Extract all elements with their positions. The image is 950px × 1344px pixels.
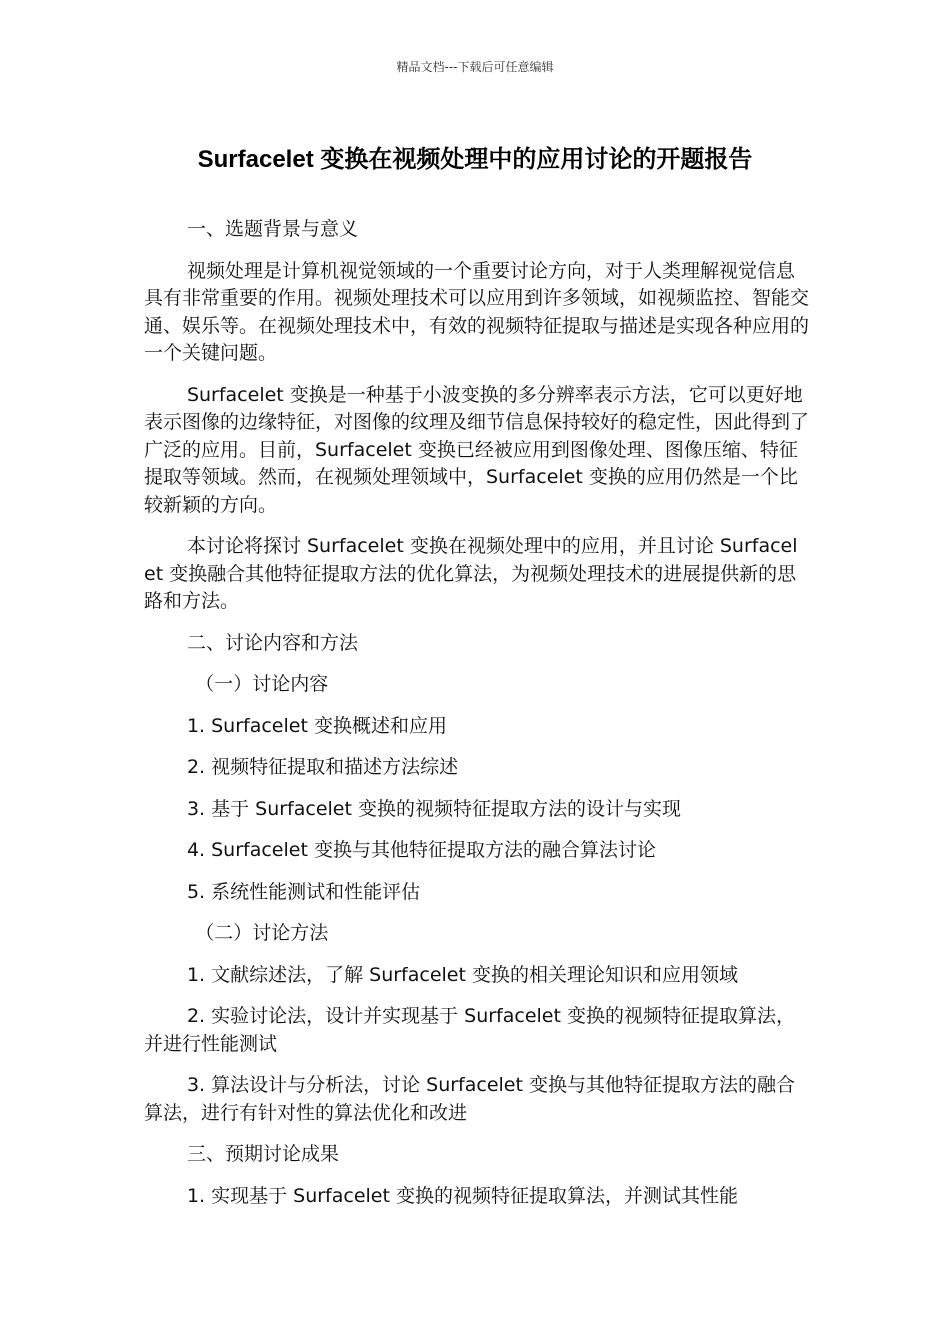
- list-item: 4. Surfacelet 变换与其他特征提取方法的融合算法讨论: [186, 839, 656, 861]
- document-title: Surfacelet 变换在视频处理中的应用讨论的开题报告: [197, 146, 753, 173]
- list-item: 5. 系统性能测试和性能评估: [186, 880, 421, 903]
- list-item: 1. 实现基于 Surfacelet 变换的视频特征提取算法，并测试其性能: [186, 1184, 738, 1207]
- paragraph: 本讨论将探讨 Surfacelet 变换在视频处理中的应用，并且讨论 Surfacelet 变换融合其他特征提取方法的优化算法，为视频处理技术的进展提供新的思路和方法。: [144, 535, 798, 612]
- section-heading-background: 一、选题背景与意义: [186, 218, 358, 240]
- subsection-heading-methods: （二）讨论方法: [195, 922, 329, 944]
- section-heading-expected-results: 三、预期讨论成果: [186, 1143, 339, 1165]
- list-item: 2. 实验讨论法，设计并实现基于 Surfacelet 变换的视频特征提取算法，并进行性能测试: [144, 1005, 795, 1055]
- list-item: 2. 视频特征提取和描述方法综述: [186, 756, 459, 778]
- list-item: 1. 文献综述法，了解 Surfacelet 变换的相关理论知识和应用领域: [186, 963, 738, 986]
- header-note: 精品文档---下载后可任意编辑: [396, 60, 554, 74]
- list-item: 3. 基于 Surfacelet 变换的视频特征提取方法的设计与实现: [186, 797, 681, 820]
- list-item: 3. 算法设计与分析法，讨论 Surfacelet 变换与其他特征提取方法的融合算法，进行有针对性的算法优化和改进: [144, 1074, 795, 1124]
- section-heading-content-methods: 二、讨论内容和方法: [186, 631, 358, 654]
- paragraph: 视频处理是计算机视觉领域的一个重要讨论方向，对于人类理解视觉信息具有非常重要的作用。视频处理技术可以应用到许多领域，如视频监控、智能交通、娱乐等。在视频处理技术中，有效的视频特征提取与描述是实现各种应用的一个关键问题。: [144, 259, 810, 364]
- document-body: [144, 216, 809, 1224]
- list-item: 1. Surfacelet 变换概述和应用: [186, 714, 447, 737]
- subsection-heading-content: （一）讨论内容: [195, 673, 329, 695]
- paragraph: Surfacelet 变换是一种基于小波变换的多分辨率表示方法，它可以更好地表示图像的边缘特征，对图像的纹理及细节信息保持较好的稳定性，因此得到了广泛的应用。目前，Surfacelet 变换已经被应用到图像处理、图像压缩、特征提取等领域。然而，在视频处理领域中，Surfacelet 变换的应用仍然是一个比较新颖的方向。: [144, 383, 810, 516]
